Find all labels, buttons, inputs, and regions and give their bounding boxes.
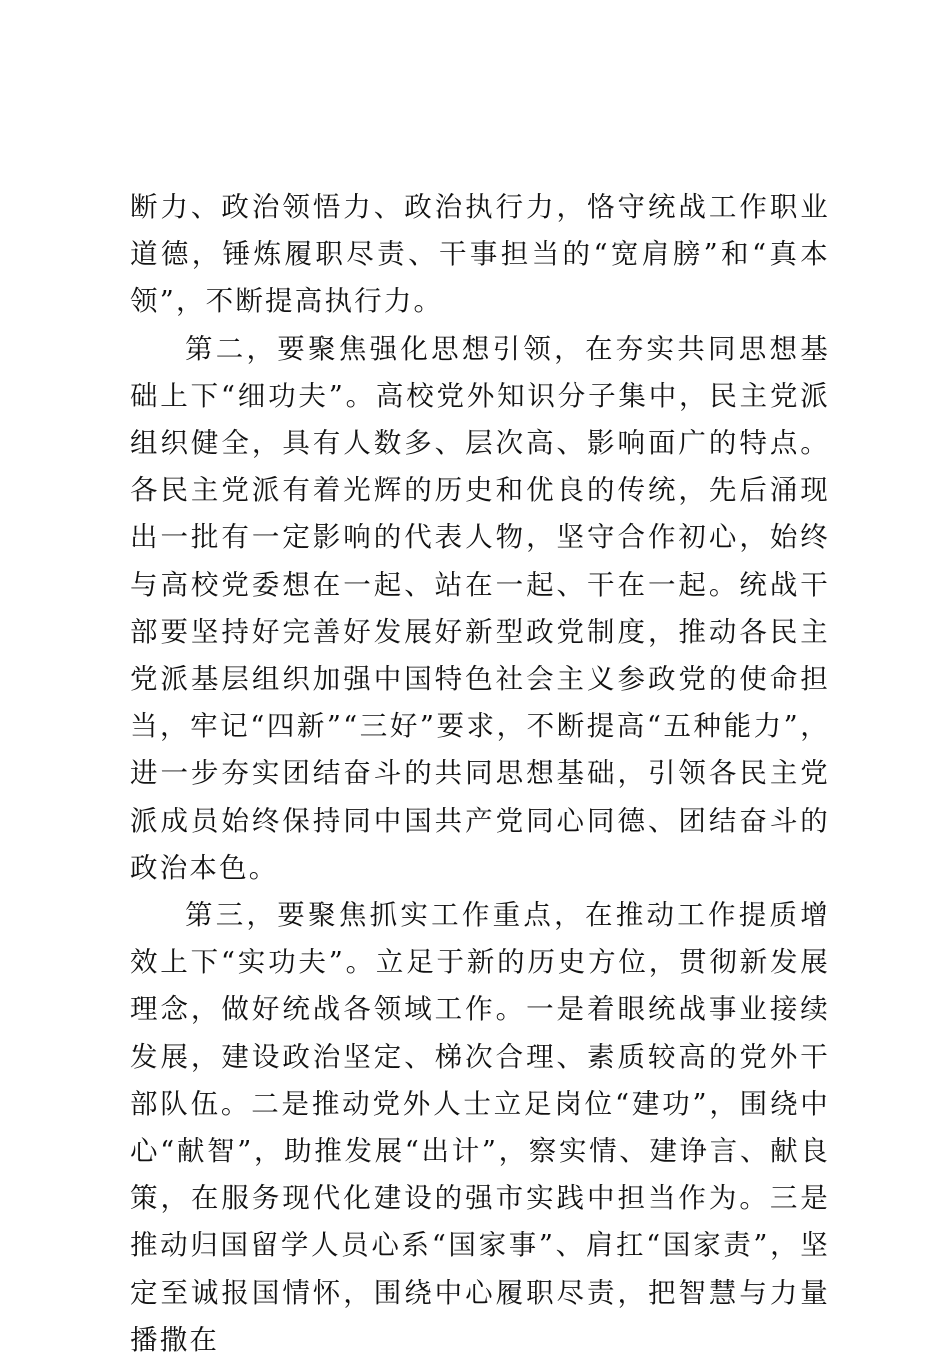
paragraph-third-point: 第三，要聚焦抓实工作重点，在推动工作提质增效上下“实功夫”。立足于新的历史方位，贯彻新发展理念，做好统战各领域工作。一是着眼统战事业接续发展，建设政治坚定、梯次合理、素质较高的党外干部队伍。二是推动党外人士立足岗位“建功”，围绕中心“献智”，助推发展“出计”，察实情、建诤言、献良策，在服务现代化建设的强市实践中担当作为。三是推动归国留学人员心系“国家事”、肩扛“国家责”，坚定至诚报国情怀，围绕中心履职尽责，把智慧与力量播撒在: [130, 899, 830, 1356]
body-text: [130, 184, 830, 1364]
paragraph-second-point: 第二，要聚焦强化思想引领，在夯实共同思想基础上下“细功夫”。高校党外知识分子集中，民主党派组织健全，具有人数多、层次高、影响面广的特点。各民主党派有着光辉的历史和优良的传统，先后涌现出一批有一定影响的代表人物，坚守合作初心，始终与高校党委想在一起、站在一起、干在一起。统战干部要坚持好完善好发展好新型政党制度，推动各民主党派基层组织加强中国特色社会主义参政党的使命担当，牢记“四新”“三好”要求，不断提高“五种能力”，进一步夯实团结奋斗的共同思想基础，引领各民主党派成员始终保持同中国共产党同心同德、团结奋斗的政治本色。: [130, 332, 830, 884]
paragraph-continuation: 断力、政治领悟力、政治执行力，恪守统战工作职业道德，锤炼履职尽责、干事担当的“宽肩膀”和“真本领”，不断提高执行力。: [130, 191, 830, 318]
